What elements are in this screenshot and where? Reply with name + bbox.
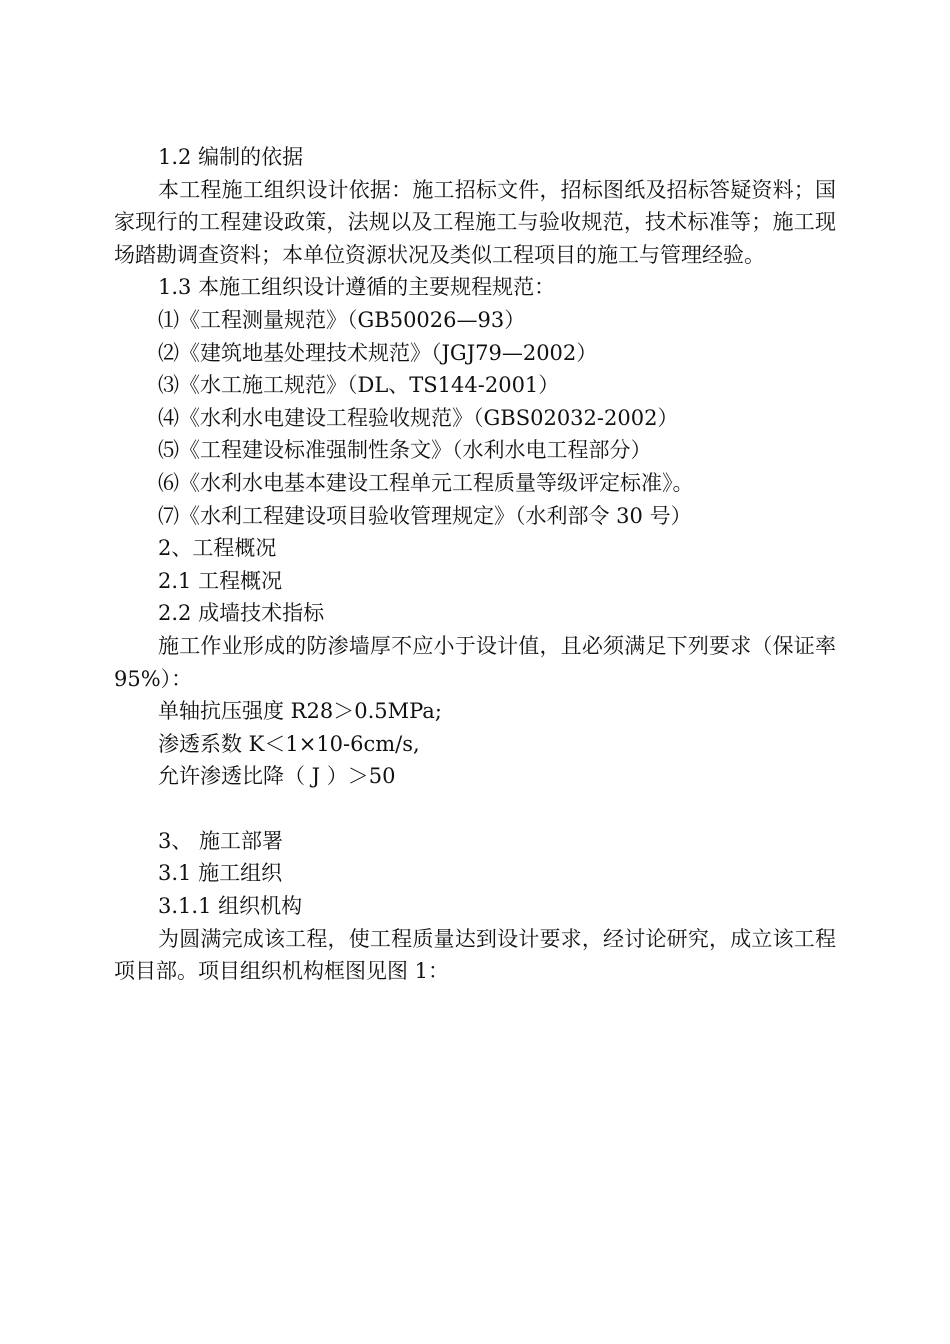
heading-3: 3、 施工部署: [158, 828, 284, 853]
seepage-gradient-line: 允许渗透比降（ J ）＞50: [158, 764, 396, 789]
heading-3-1-1: 3.1.1 组织机构: [158, 894, 303, 919]
standard-item-4: ⑷《水利水电建设工程验收规范》（GBS02032-2002）: [158, 405, 679, 430]
blank-line: [114, 793, 836, 825]
heading-1-3: 1.3 本施工组织设计遵循的主要规程规范：: [158, 275, 556, 300]
standard-item-1: ⑴《工程测量规范》（GB50026—93）: [158, 307, 526, 332]
heading-2-1: 2.1 工程概况: [158, 568, 283, 593]
standard-item-2: ⑵《建筑地基处理技术规范》（JGJ79—2002）: [158, 340, 598, 365]
organization-paragraph: 为圆满完成该工程，使工程质量达到设计要求，经讨论研究，成立该工程项目部。项目组织机构框图见图 1：: [114, 926, 836, 984]
permeability-line: 渗透系数 K＜1×10-6cm/s,: [158, 731, 420, 756]
wall-requirement-paragraph: 施工作业形成的防渗墙厚不应小于设计值，且必须满足下列要求（保证率 95%）：: [114, 633, 836, 691]
basis-paragraph: 本工程施工组织设计依据：施工招标文件，招标图纸及招标答疑资料；国家现行的工程建设政策，法规以及工程施工与验收规范，技术标准等；施工现场踏勘调查资料；本单位资源状况及类似工程项目的施工与管理经验。: [114, 177, 836, 267]
standard-item-6: ⑹《水利水电基本建设工程单元工程质量等级评定标准》。: [158, 470, 694, 495]
compressive-strength-line: 单轴抗压强度 R28＞0.5MPa;: [158, 699, 442, 724]
standard-item-3: ⑶《水工施工规范》（DL、TS144-2001）: [158, 373, 560, 398]
heading-1-2: 1.2 编制的依据: [158, 145, 304, 169]
heading-3-1: 3.1 施工组织: [158, 861, 283, 886]
document-body: [114, 141, 836, 988]
standard-item-7: ⑺《水利工程建设项目验收管理规定》（水利部令 30 号）: [158, 503, 692, 528]
heading-2: 2、工程概况: [158, 536, 277, 561]
standard-item-5: ⑸《工程建设标准强制性条文》（水利水电工程部分）: [158, 438, 652, 463]
heading-2-2: 2.2 成墙技术指标: [158, 601, 325, 626]
